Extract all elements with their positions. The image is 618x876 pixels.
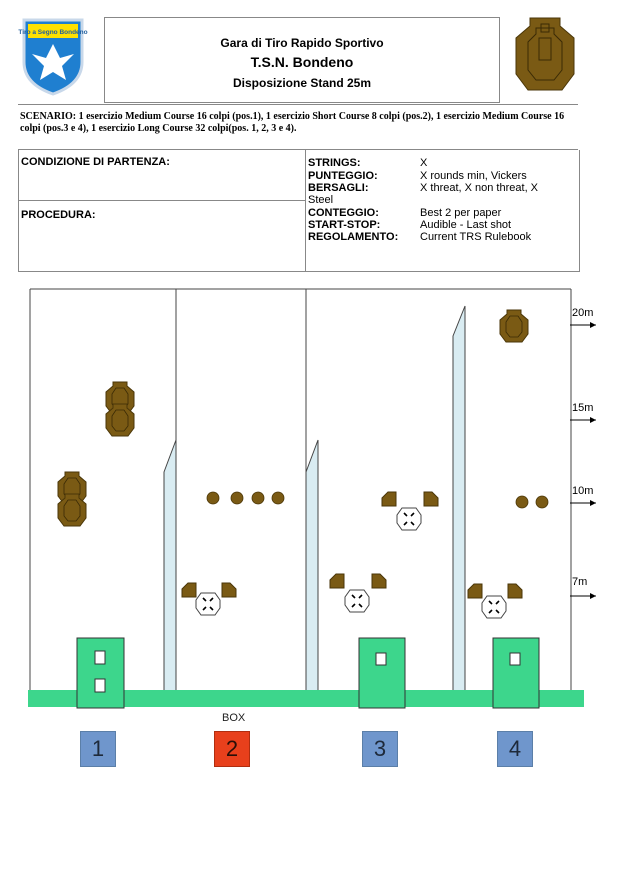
steel-plate — [252, 492, 264, 504]
targets-value-cont: Steel — [308, 194, 334, 206]
rulebook-key: REGOLAMENTO: — [308, 231, 399, 243]
steel-plate — [272, 492, 284, 504]
no-shoot-target — [345, 590, 369, 612]
start-stop-key: START-STOP: — [308, 219, 381, 231]
count-key: CONTEGGIO: — [308, 207, 379, 219]
paper-target — [372, 574, 386, 588]
start-condition-label: CONDIZIONE DI PARTENZA: — [21, 156, 170, 168]
procedure-label: PROCEDURA: — [21, 209, 96, 221]
start-stop-value: Audible - Last shot — [420, 219, 512, 231]
position-3: 3 — [362, 731, 398, 767]
paper-target — [222, 583, 236, 597]
paper-target — [468, 584, 482, 598]
paper-target — [182, 583, 196, 597]
paper-target — [424, 492, 438, 506]
competition-title: Gara di Tiro Rapido Sportivo — [220, 36, 384, 50]
rulebook-value: Current TRS Rulebook — [420, 231, 532, 243]
distance-marker — [570, 485, 596, 506]
box-label: BOX — [222, 712, 246, 724]
position-2: 2 — [214, 731, 250, 767]
paper-target — [330, 574, 344, 588]
distance-label: 10m — [572, 485, 594, 497]
distance-marker — [570, 576, 596, 599]
scenario-text: SCENARIO: 1 esercizio Medium Course 16 colpi (pos.1), 1 esercizio Short Course 8 colpi (pos.2), 1 esercizio Medium Course 16 colpi (pos.3 e 4), 1 esercizio Long Course 32 colpi(pos. 1, 2, 3 e 4). — [18, 104, 578, 150]
steel-plate — [207, 492, 219, 504]
paper-target — [500, 310, 528, 342]
steel-plate — [516, 496, 528, 508]
stand-layout-title: Disposizione Stand 25m — [232, 76, 372, 90]
paper-target — [508, 584, 522, 598]
targets-value: X threat, X non threat, X — [420, 182, 539, 194]
scoring-key: PUNTEGGIO: — [308, 170, 378, 182]
no-shoot-target — [397, 508, 421, 530]
distance-marker — [570, 402, 596, 423]
scoring-value: X rounds min, Vickers — [420, 170, 527, 182]
paper-target — [382, 492, 396, 506]
distance-label: 7m — [572, 576, 588, 588]
steel-plate — [231, 492, 243, 504]
strings-key: STRINGS: — [308, 157, 361, 169]
distance-label: 15m — [572, 402, 594, 414]
count-value: Best 2 per paper — [420, 207, 502, 219]
no-shoot-target — [482, 596, 506, 618]
distance-label: 20m — [572, 307, 594, 319]
steel-plate — [536, 496, 548, 508]
position-4: 4 — [497, 731, 533, 767]
strings-value: X — [420, 157, 428, 169]
club-name: T.S.N. Bondeno — [250, 54, 354, 70]
position-1: 1 — [80, 731, 116, 767]
distance-marker — [570, 307, 596, 328]
no-shoot-target — [196, 593, 220, 615]
targets-key: BERSAGLI: — [308, 182, 369, 194]
bay-outline — [30, 289, 571, 692]
logo-text: Tiro a Segno Bondeno — [18, 29, 88, 36]
